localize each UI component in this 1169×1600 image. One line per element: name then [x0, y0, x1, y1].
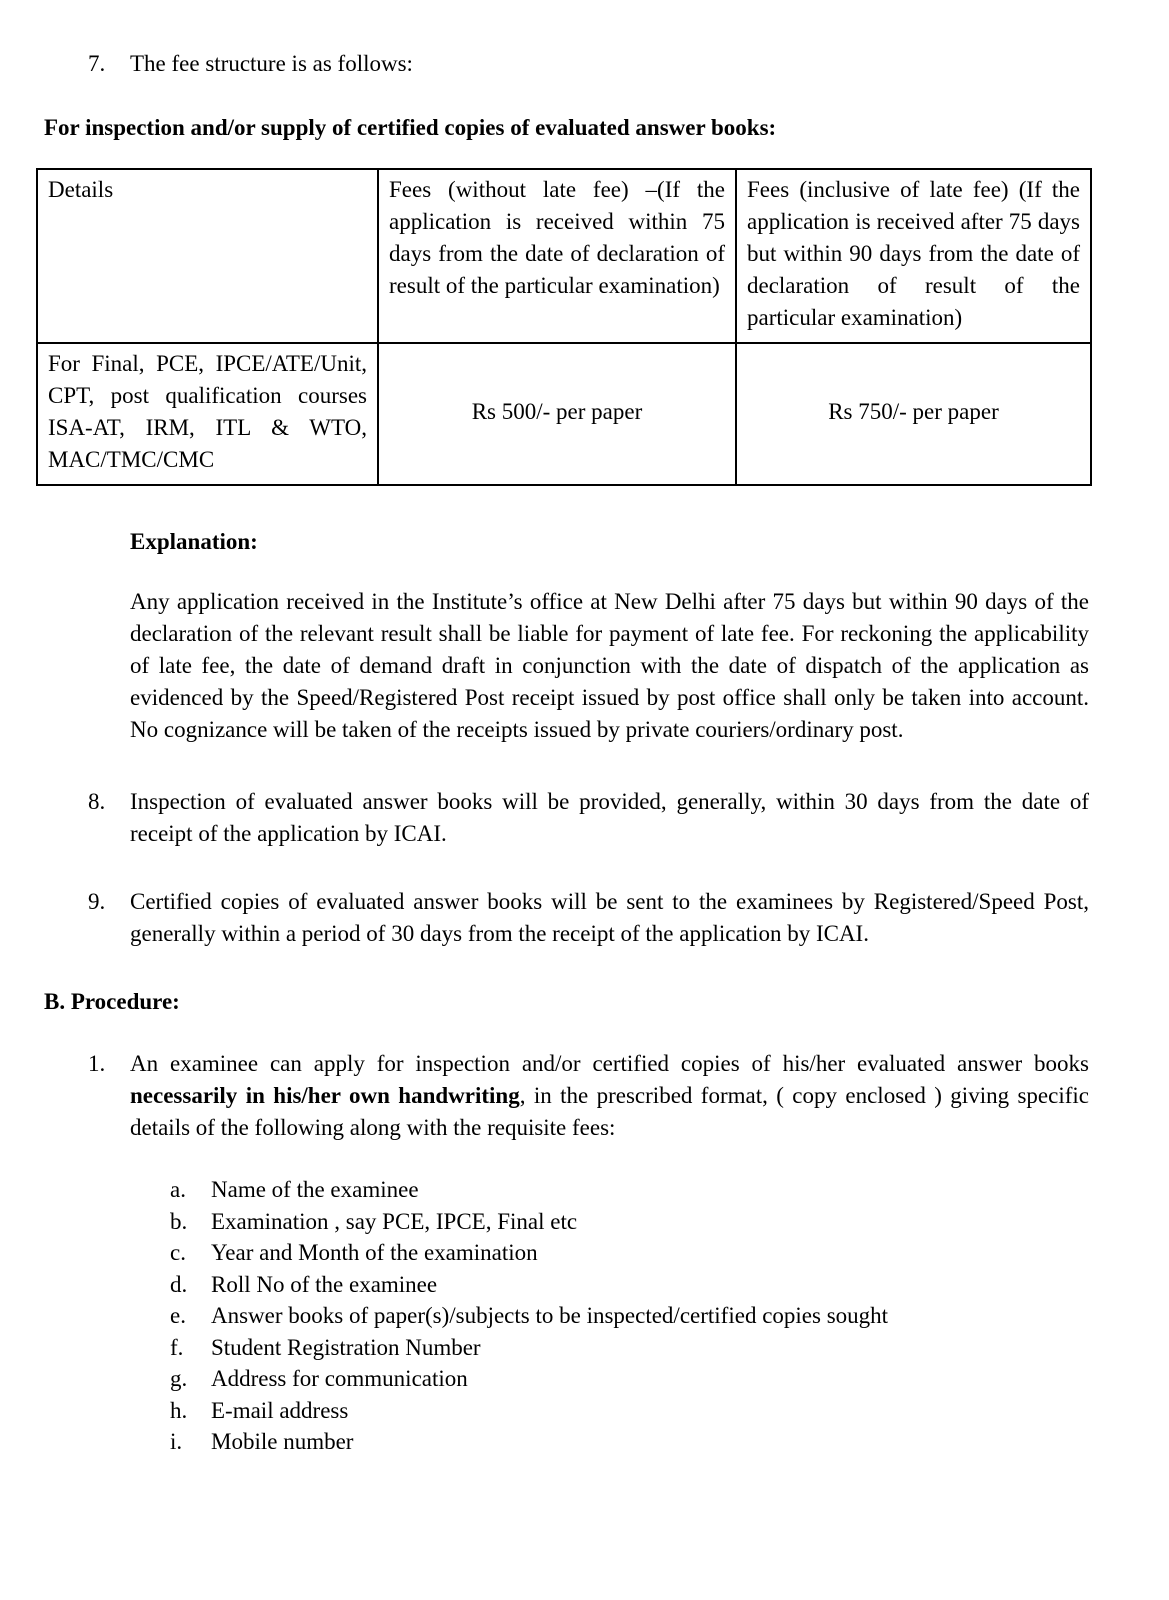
sub-item-text: Address for communication	[211, 1366, 468, 1391]
sub-list-item-e	[170, 1300, 1089, 1332]
table-cell-fee-500: Rs 500/- per paper	[378, 343, 736, 485]
fee-section-heading: For inspection and/or supply of certified copies of evaluated answer books:	[44, 115, 777, 140]
sub-list-item-i	[170, 1426, 1089, 1458]
item-number: 8.	[88, 789, 106, 814]
sub-item-letter: c.	[170, 1240, 186, 1265]
procedure-heading: B. Procedure:	[44, 989, 180, 1014]
sub-list-item-d	[170, 1269, 1089, 1301]
table-row	[37, 343, 1091, 485]
explanation-paragraph: Any application received in the Institute’s office at New Delhi after 75 days but within 90 days of the declaration of the relevant result shall be liable for payment of late fee. For reckoning the applicability of late fee, the date of demand draft in conjunction with the date of dispatch of the application as evidenced by the Speed/Registered Post receipt issued by post office shall only be taken into account. No cognizance will be taken of the receipts issued by private couriers/ordinary post.	[130, 589, 1089, 742]
sub-list-item-g	[170, 1363, 1089, 1395]
item-number: 9.	[88, 889, 106, 914]
table-header-details: Details	[37, 169, 378, 343]
item-text-after: , in the prescribed format, ( copy enclosed ) giving specific details of the following along with the requisite fees:	[130, 1083, 1089, 1140]
item-text	[130, 1048, 1089, 1144]
table-cell-courses: For Final, PCE, IPCE/ATE/Unit, CPT, post qualification courses ISA-AT, IRM, ITL & WTO, MAC/TMC/CMC	[37, 343, 378, 485]
item-text-before: An examinee can apply for inspection and/or certified copies of his/her evaluated answer books	[130, 1051, 1089, 1076]
sub-list-item-h	[170, 1395, 1089, 1427]
sub-item-letter: h.	[170, 1397, 188, 1423]
fee-table	[36, 168, 1092, 486]
sub-item-letter: b.	[170, 1208, 188, 1234]
sub-item-text: Roll No of the examinee	[211, 1271, 438, 1297]
sub-item-text: Student Registration Number	[211, 1334, 481, 1360]
item-text: The fee structure is as follows:	[130, 51, 413, 76]
sub-list-item-f	[170, 1332, 1089, 1364]
procedure-item-1	[88, 1048, 1089, 1144]
sub-item-letter: i.	[170, 1429, 183, 1454]
list-item-7	[88, 48, 1089, 80]
sub-item-text: Name of the examinee	[211, 1177, 419, 1202]
item-text: Certified copies of evaluated answer books will be sent to the examinees by Registered/Speed Post, generally within a period of 30 days from the receipt of the application by ICAI.	[130, 889, 1089, 946]
sub-item-text: Answer books of paper(s)/subjects to be inspected/certified copies sought	[211, 1303, 889, 1328]
table-cell-fee-750: Rs 750/- per paper	[736, 343, 1091, 485]
list-item-8	[88, 786, 1089, 850]
table-header-fees-without-late-fee: Fees (without late fee) –(If the application is received within 75 days from the date of declaration of result of the particular examination)	[378, 169, 736, 343]
item-text: Inspection of evaluated answer books will be provided, generally, within 30 days from the date of receipt of the application by ICAI.	[130, 789, 1089, 846]
sub-item-letter: a.	[170, 1177, 186, 1202]
item-number: 1.	[88, 1051, 106, 1076]
explanation-label: Explanation:	[130, 529, 258, 554]
sub-item-letter: g.	[170, 1366, 188, 1391]
sub-item-text: E-mail address	[211, 1397, 349, 1423]
procedure-sub-list	[170, 1174, 1089, 1458]
sub-list-item-a	[170, 1174, 1089, 1206]
table-header-fees-with-late-fee: Fees (inclusive of late fee) (If the application is received after 75 days but within 90 days from the date of declaration of result of the particular examination)	[736, 169, 1091, 343]
table-header-row	[37, 169, 1091, 343]
sub-item-letter: f.	[170, 1334, 184, 1360]
sub-item-text: Mobile number	[211, 1429, 354, 1454]
list-item-9	[88, 886, 1089, 950]
sub-list-item-b	[170, 1206, 1089, 1238]
item-text-bold: necessarily in his/her own handwriting	[130, 1083, 520, 1108]
sub-list-item-c	[170, 1237, 1089, 1269]
sub-item-text: Examination , say PCE, IPCE, Final etc	[211, 1208, 578, 1234]
sub-item-letter: e.	[170, 1303, 186, 1328]
sub-item-text: Year and Month of the examination	[211, 1240, 538, 1265]
sub-item-letter: d.	[170, 1271, 188, 1297]
item-number: 7.	[88, 51, 106, 76]
